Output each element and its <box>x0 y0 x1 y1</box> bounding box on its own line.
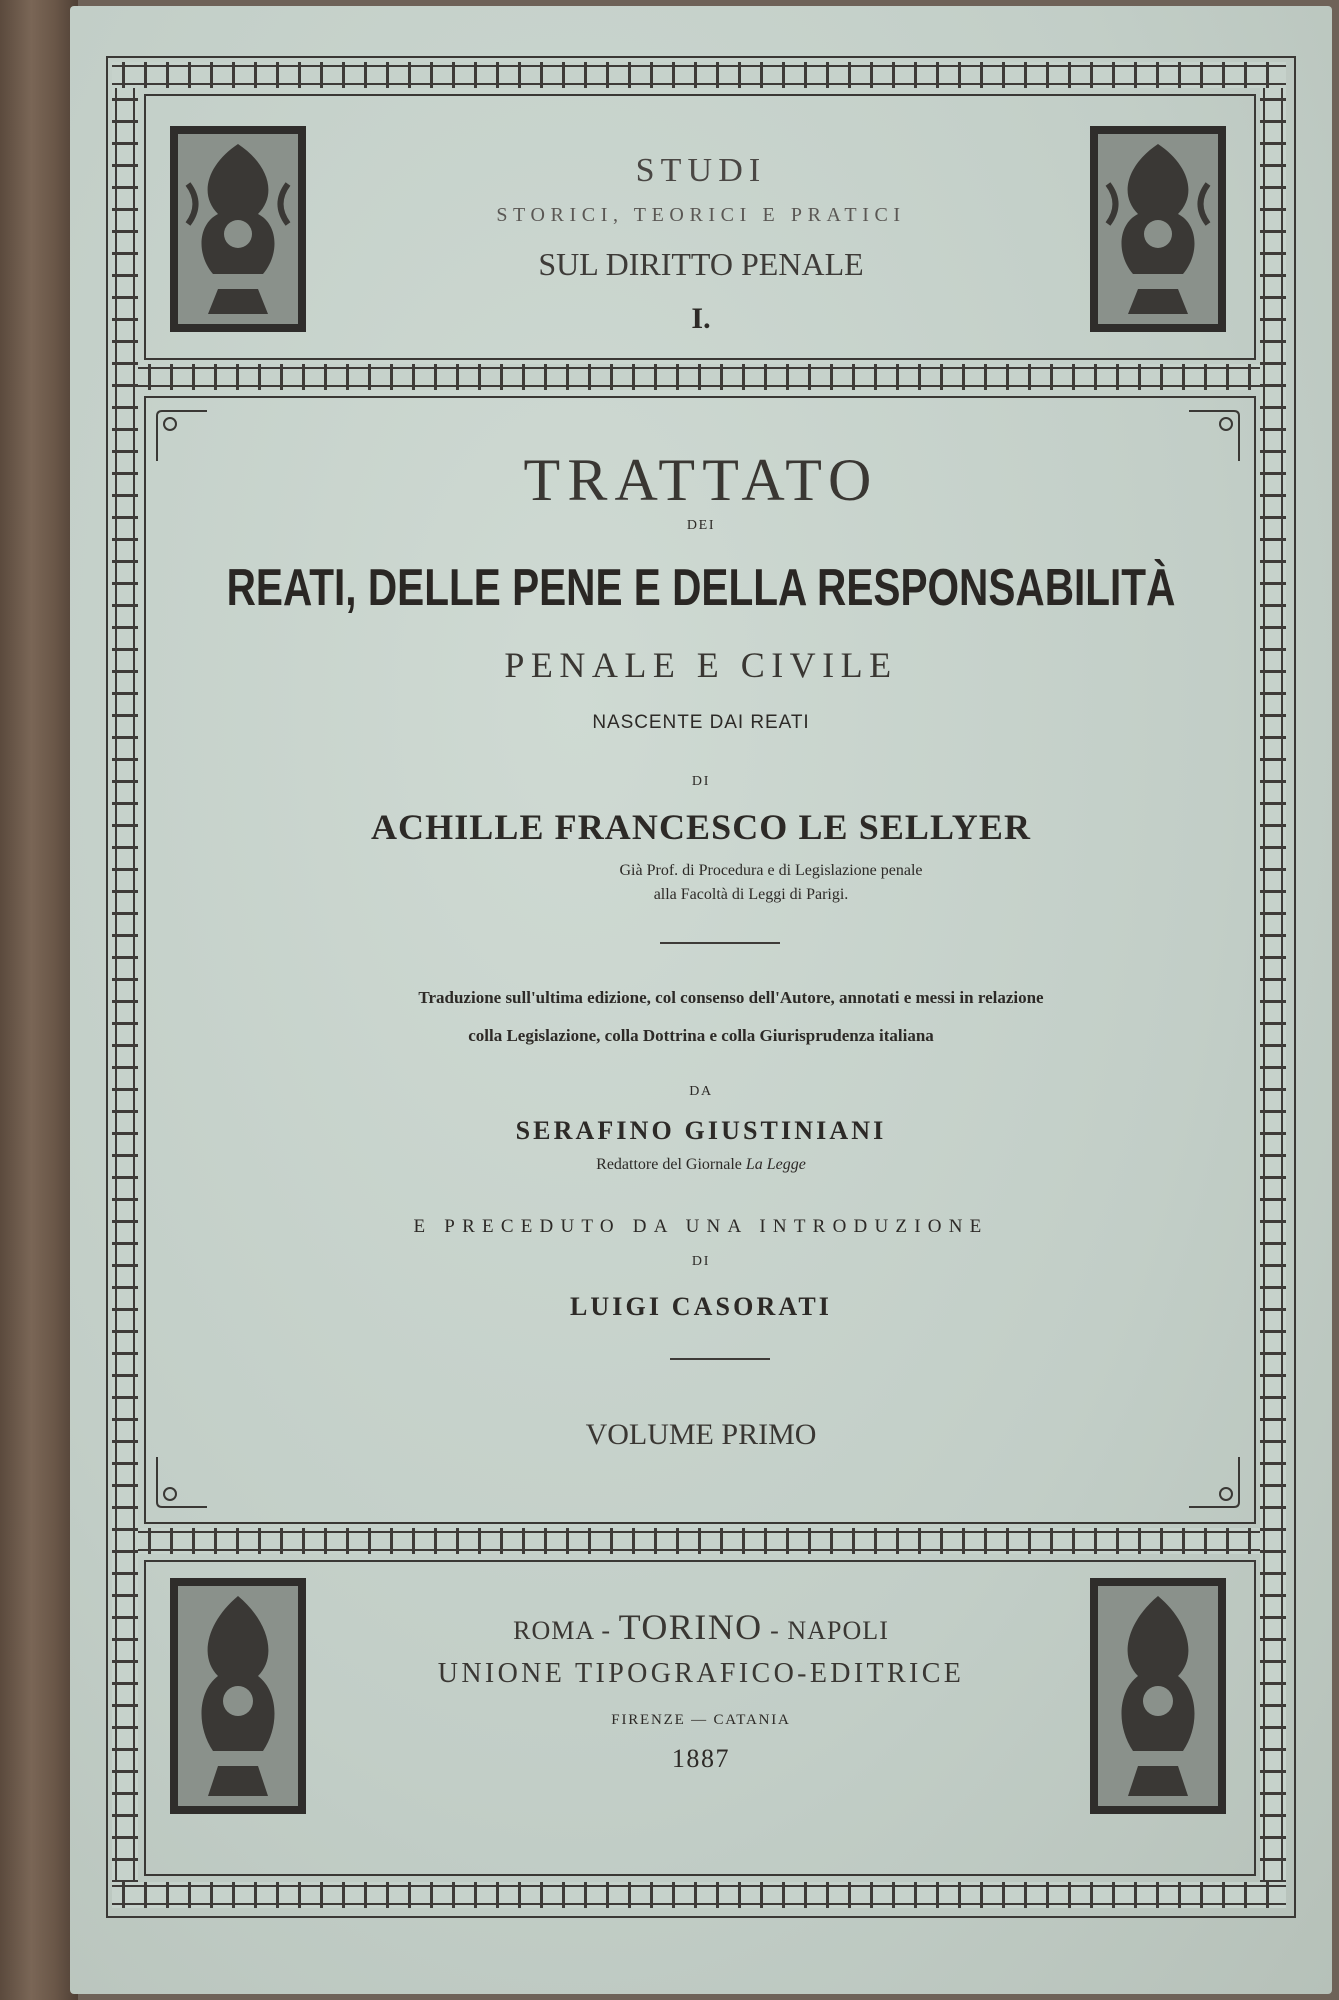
greek-key-border-top <box>112 62 1286 88</box>
book-spine <box>0 0 78 2000</box>
flourish-corner-icon <box>152 1452 212 1512</box>
book-cover <box>70 6 1332 1994</box>
divider-rule <box>670 1358 770 1360</box>
title-nascente: NASCENTE DAI REATI <box>592 712 810 733</box>
greek-key-border-bottom <box>112 1882 1286 1908</box>
volume-label: VOLUME PRIMO <box>585 1418 817 1451</box>
author-name: ACHILLE FRANCESCO LE SELLYER <box>370 807 1032 847</box>
author-di: DI <box>691 774 711 789</box>
translator-name: SERAFINO GIUSTINIANI <box>515 1116 887 1145</box>
main-title: REATI, DELLE PENE E DELLA RESPONSABILITÀ <box>226 559 1176 617</box>
series-subject: SUL DIRITTO PENALE <box>538 246 864 282</box>
translator-role-journal: La Legge <box>745 1156 806 1173</box>
imprint-publisher: UNIONE TIPOGRAFICO-EDITRICE <box>437 1658 965 1689</box>
imprint-year: 1887 <box>671 1744 731 1773</box>
greek-key-divider-lower <box>138 1528 1260 1554</box>
translator-role <box>70 1156 1332 1174</box>
divider-rule <box>660 942 780 944</box>
imprint-torino: TORINO <box>618 1607 763 1647</box>
series-number: I. <box>691 302 711 335</box>
greek-key-divider-upper <box>138 364 1260 390</box>
translation-da: DA <box>689 1084 713 1099</box>
author-role-line2: alla Facoltà di Leggi di Parigi. <box>653 886 849 903</box>
series-subtitle: STORICI, TEORICI E PRATICI <box>496 204 906 226</box>
introduction-preceduto: E PRECEDUTO DA UNA INTRODUZIONE <box>413 1216 989 1237</box>
translation-line1: Traduzione sull'ultima edizione, col consenso dell'Autore, annotati e messi in relazione <box>418 988 1044 1007</box>
imprint-roma: ROMA - <box>513 1616 619 1645</box>
author-role-line1: Già Prof. di Procedura e di Legislazione penale <box>619 862 923 879</box>
series-studi: STUDI <box>635 152 767 189</box>
translation-line2: colla Legislazione, colla Dottrina e colla Giurisprudenza italiana <box>468 1026 934 1045</box>
title-trattato: TRATTATO <box>523 447 879 513</box>
imprint-napoli: - NAPOLI <box>762 1616 889 1645</box>
title-penale-civile: PENALE E CIVILE <box>504 645 898 685</box>
introduction-di: DI <box>691 1254 711 1269</box>
imprint-cities <box>70 1606 1332 1648</box>
introduction-name: LUIGI CASORATI <box>569 1292 833 1321</box>
imprint-branches: FIRENZE — CATANIA <box>611 1712 791 1728</box>
translator-role-prefix: Redattore del Giornale <box>596 1156 746 1173</box>
flourish-corner-icon <box>1184 1452 1244 1512</box>
title-dei: DEI <box>686 518 716 533</box>
